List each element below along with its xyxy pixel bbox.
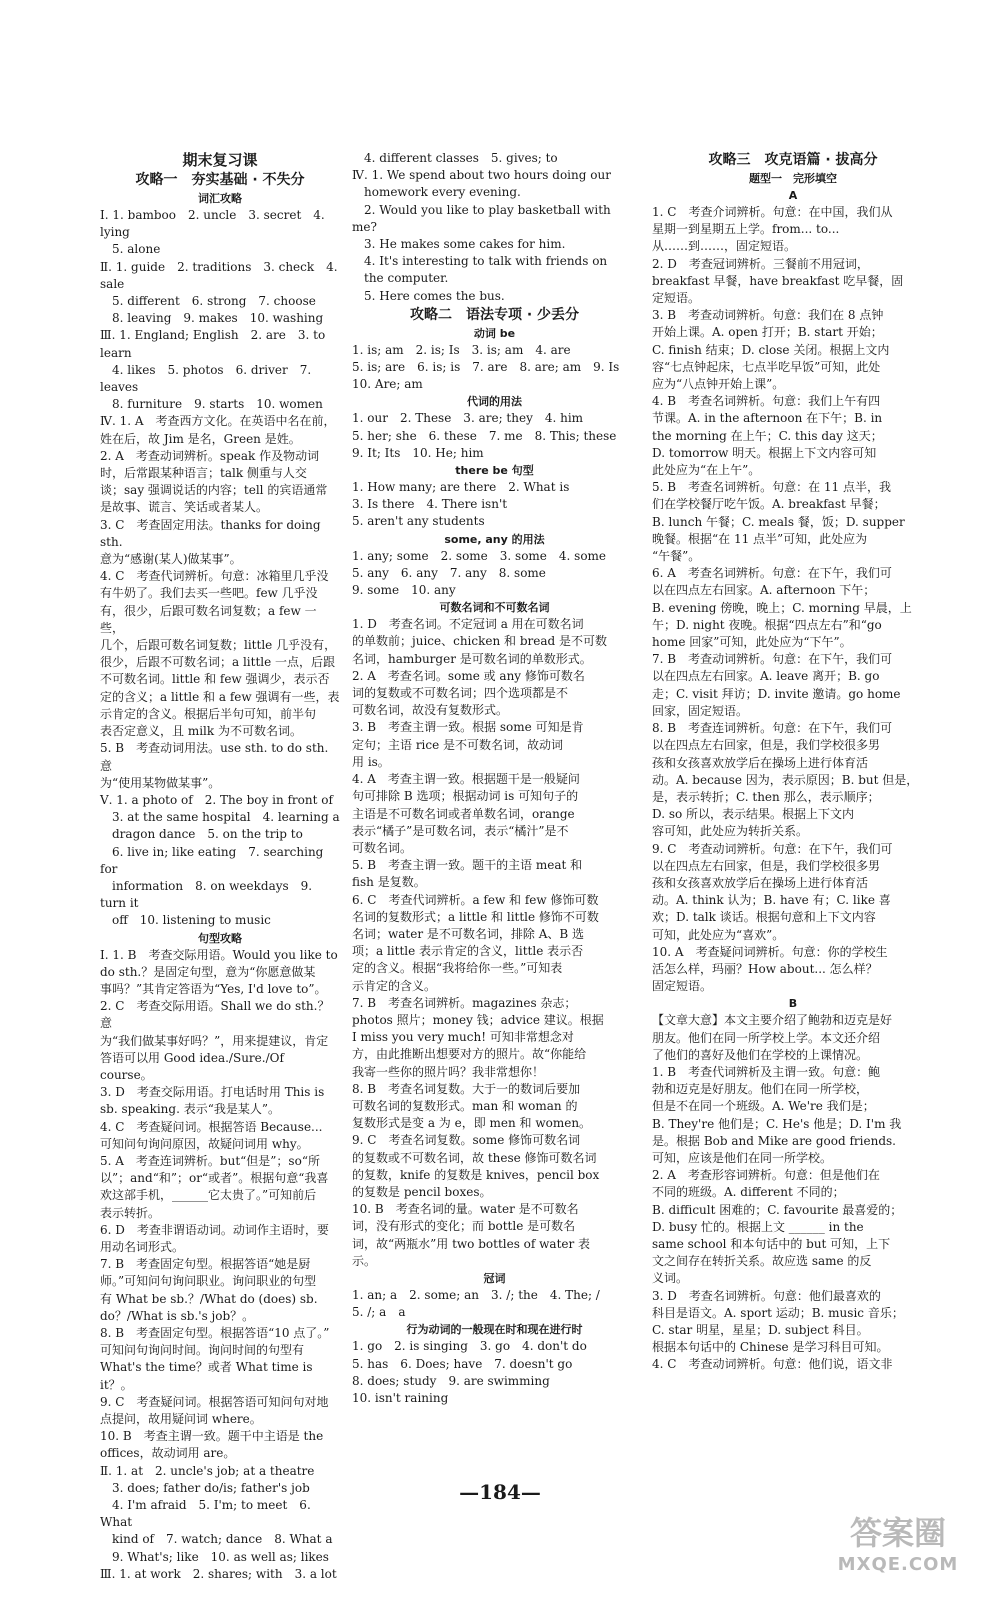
answer-line: 8. B 考查名词复数。大于一的数词后要加 xyxy=(352,1081,581,1096)
answer-line: 几个，后跟可数名词复数；little 几乎没有， xyxy=(100,638,337,653)
answer-line: the computer. xyxy=(352,271,449,286)
answer-line: Ⅰ. 1. bamboo 2. uncle 3. secret 4. lying xyxy=(100,208,325,240)
answer-column-2 xyxy=(352,150,637,1407)
answer-line: 文之间存在转折关系。故应选 same 的反 xyxy=(652,1254,872,1269)
answer-line: 3. at the same hospital 4. learning a xyxy=(100,810,340,825)
section-heading: 可数名词和不可数名词 xyxy=(439,601,550,615)
answer-line: 此处应为“在上午”。 xyxy=(652,463,761,478)
answer-line: 4. I'm afraid 5. I'm; to meet 6. What xyxy=(100,1498,311,1530)
answer-line: 8. leaving 9. makes 10. washing xyxy=(100,311,324,326)
answer-line: 10. A 考查疑问词辨析。句意：你的学校生 xyxy=(652,944,888,959)
answer-line: 动。A. because 因为，表示原因；B. but 但是， xyxy=(652,772,919,787)
answer-line: 2. Would you like to play basketball with me? xyxy=(352,202,611,234)
page-number: —184— xyxy=(459,1480,541,1504)
answer-line: breakfast 早餐，have breakfast 吃早餐，固 xyxy=(652,273,904,288)
section-heading: 题型一 完形填空 xyxy=(749,172,837,185)
answer-line: C. finish 结束；D. close 关闭。根据上文内 xyxy=(652,342,890,357)
answer-line: 10. isn't raining xyxy=(352,1391,449,1405)
answer-line: 欢；D. talk 谈话。根据句意和上下文内容 xyxy=(652,910,876,925)
watermark-text: 答案圈 xyxy=(849,1514,946,1552)
answer-line: 5. A 考查连词辨析。but“但是”；so“所 xyxy=(100,1153,320,1168)
answer-line: 但是不在同一个班级。A. We're 我们是； xyxy=(652,1099,875,1114)
section-heading: 攻略二 语法专项 · 少丢分 xyxy=(409,306,580,323)
answer-line: 走；C. visit 拜访；D. invite 邀请。go home xyxy=(652,686,901,701)
answer-line: 1. is; am 2. is; Is 3. is; am 4. are xyxy=(352,342,571,357)
answer-line: do？/What is sb.'s job？。 xyxy=(100,1308,255,1323)
answer-line: Ⅲ. 1. at work 2. shares; with 3. a lot xyxy=(100,1566,337,1581)
answer-line: 1. B 考查代词辨析及主谓一致。句意：鲍 xyxy=(652,1064,881,1079)
answer-line: 以在四点左右回家，但是，我们学校很多男 xyxy=(652,738,881,753)
answer-line: 勃和迈克是好朋友。他们在同一所学校， xyxy=(652,1082,869,1097)
answer-line: information 8. on weekdays 9. turn it xyxy=(100,878,313,911)
answer-line: 5. different 6. strong 7. choose xyxy=(100,294,316,309)
section-heading: B xyxy=(788,997,798,1011)
answer-line: 4. A 考查主谓一致。根据题干是一般疑问 xyxy=(352,772,580,787)
section-heading: 词汇攻略 xyxy=(198,192,242,205)
answer-line: 很少，后跟不可数名词；a little 一点，后跟 xyxy=(100,655,336,670)
answer-line: 回家，固定短语。 xyxy=(652,703,749,718)
answer-line: 根据本句话中的 Chinese 是学习科目可知。 xyxy=(652,1340,889,1355)
answer-line: 名词的复数形式；a little 和 little 修饰不可数 xyxy=(352,909,599,924)
answer-line: 答语可以用 Good idea./Sure./Of course。 xyxy=(100,1050,284,1082)
answer-line: D. tomorrow 明天。根据上下文内容可知 xyxy=(652,445,877,460)
section-heading: 期末复习课 xyxy=(182,151,258,169)
answer-line: 4. C 考查疑问词。根据答语 Because... xyxy=(100,1119,323,1134)
answer-line: 点提问，故用疑问词 where。 xyxy=(100,1412,262,1427)
answer-line: 方，由此推断出想要对方的照片。故“你能给 xyxy=(352,1047,587,1062)
answer-line: 可数名词，故没有复数形式。 xyxy=(352,703,509,718)
answer-line: 我寄一些你的照片吗？我非常想你！ xyxy=(352,1064,545,1079)
answer-line: 1. How many; are there 2. What is xyxy=(352,480,570,495)
answer-line: 3. does; father do/is; father's job xyxy=(100,1480,310,1495)
answer-line: 示肯定的含义。 xyxy=(352,978,437,993)
answer-line: 用 is。 xyxy=(352,754,390,769)
answer-line: 4. C 考查代词辨析。句意：冰箱里几乎没 xyxy=(100,569,329,584)
answer-line: 9. C 考查疑问词。根据答语可知问句对地 xyxy=(100,1394,329,1409)
answer-line: 2. A 考查名词。some 或 any 修饰可数名 xyxy=(352,668,585,683)
answer-line: 活怎么样，玛丽？How about... 怎么样？ xyxy=(652,961,878,976)
answer-line: B. They're 他们是；C. He's 他是；D. I'm 我 xyxy=(652,1116,902,1131)
answer-line: 5. aren't any students xyxy=(352,514,485,529)
answer-line: C. star 明星，星星；D. subject 科目。 xyxy=(652,1323,869,1337)
answer-line: 9. some 10. any xyxy=(352,583,456,598)
answer-line: 3. B 考查动词辨析。句意：我们在 8 点钟 xyxy=(652,308,884,323)
answer-line: 朋友。他们在同一所学校上学。本文还介绍 xyxy=(652,1030,881,1045)
answer-line: 4. B 考查名词辨析。句意：我们上午有四 xyxy=(652,394,881,409)
answer-line: What's the time？或者 What time is it？。 xyxy=(100,1360,313,1392)
answer-line: 名词，hamburger 是可数名词的单数形式。 xyxy=(352,651,592,666)
answer-line: home 回家”可知，此处应为“下午”。 xyxy=(652,635,852,650)
answer-line: B. evening 傍晚，晚上；C. morning 早晨，上 xyxy=(652,600,912,615)
answer-line: 为“我们做某事好吗？”，用来提建议，肯定 xyxy=(100,1033,329,1048)
answer-line: 4. likes 5. photos 6. driver 7. leaves xyxy=(100,362,312,395)
answer-line: 表否定意义，且 milk 为不可数名词。 xyxy=(100,724,302,739)
answer-line: 6. D 考查非谓语动词。动词作主语时，要 xyxy=(100,1222,329,1237)
answer-line: 4. different classes 5. gives; to xyxy=(352,151,558,165)
answer-line: 1. D 考查名词。不定冠词 a 用在可数名词 xyxy=(352,617,584,632)
answer-line: Ⅴ. 1. a photo of 2. The boy in front of xyxy=(100,792,333,807)
answer-line: 的复数是 pencil boxes。 xyxy=(352,1184,492,1199)
answer-line: 4. C 考查动词辨析。句意：他们说，语文非 xyxy=(652,1357,893,1372)
answer-line: 孩和女孩喜欢放学后在操场上进行体育活 xyxy=(652,875,869,890)
answer-line: 5. B 考查名词辨析。句意：在 11 点半，我 xyxy=(652,480,891,495)
answer-line: 意为“感谢(某人)做某事”。 xyxy=(100,552,242,567)
answer-line: Ⅱ. 1. at 2. uncle's job; at a theatre xyxy=(100,1463,315,1478)
answer-line: I miss you very much! 可知非常想念对 xyxy=(352,1030,574,1045)
answer-line: 5. /; a a xyxy=(352,1305,406,1320)
answer-line: Ⅲ. 1. England; English 2. are 3. to learn xyxy=(100,328,326,360)
answer-line: 5. is; are 6. is; is 7. are 8. are; am 9. Is xyxy=(352,360,620,375)
answer-line: 3. Is there 4. There isn't xyxy=(352,497,508,512)
answer-line: 10. B 考查名词的量。water 是不可数名 xyxy=(352,1202,579,1217)
section-heading: A xyxy=(788,189,798,202)
answer-line: 不可数名词。little 和 few 强调少，表示否 xyxy=(100,672,330,687)
answer-line: 欢这部手机，______它太贵了。”可知前后 xyxy=(100,1188,317,1203)
answer-line: 4. It's interesting to talk with friends on xyxy=(352,254,608,269)
answer-line: do sth.？是固定句型，意为“你愿意做某 xyxy=(100,964,316,979)
answer-line: 3. D 考查交际用语。打电话时用 This is xyxy=(100,1085,325,1100)
answer-line: 1. any; some 2. some 3. some 4. some xyxy=(352,548,607,563)
answer-line: 6. A 考查名词辨析。句意：在下午，我们可 xyxy=(652,566,892,581)
answer-line: 表示转折。 xyxy=(100,1205,161,1220)
section-heading: 攻略一 夯实基础 · 不失分 xyxy=(135,172,305,188)
answer-line: 5. alone xyxy=(100,242,161,257)
answer-line: 定的含义。根据“我将给你一些。”可知表 xyxy=(352,961,563,976)
answer-line: 1. our 2. These 3. are; they 4. him xyxy=(352,411,584,426)
answer-line: 5. B 考查主谓一致。题干的主语 meat 和 xyxy=(352,858,583,873)
answer-line: 9. What's; like 10. as well as; likes xyxy=(100,1549,329,1564)
answer-line: B. difficult 困难的；C. favourite 最喜爱的； xyxy=(652,1202,903,1217)
answer-line: 谈；say 强调说话的内容；tell 的宾语通常 xyxy=(100,483,328,498)
answer-line: 9. C 考查动词辨析。句意：在下午，我们可 xyxy=(652,841,893,856)
answer-line: D. so 所以，表示结果。根据上下文内 xyxy=(652,807,855,822)
answer-line: 5. any 6. any 7. any 8. some xyxy=(352,565,546,580)
answer-line: Ⅱ. 1. guide 2. traditions 3. check 4. sale xyxy=(100,259,338,291)
answer-line: 定短语。 xyxy=(652,291,701,306)
answer-line: 词，故“两瓶水”用 two bottles of water 表 xyxy=(352,1236,591,1251)
section-heading: 句型攻略 xyxy=(198,931,242,945)
answer-line: 项；a little 表示肯定的含义，little 表示否 xyxy=(352,944,584,959)
answer-line: 是故事、谎言、笑话或者某人。 xyxy=(100,500,269,515)
section-heading: 冠词 xyxy=(483,1271,506,1285)
answer-line: sb. speaking. 表示“我是某人”。 xyxy=(100,1102,280,1117)
answer-line: homework every evening. xyxy=(352,185,521,200)
answer-line: 5. has 6. Does; have 7. doesn't go xyxy=(352,1356,573,1371)
answer-line: 2. D 考查冠词辨析。三餐前不用冠词， xyxy=(652,256,869,271)
answer-line: photos 照片；money 钱；advice 建议。根据 xyxy=(352,1012,604,1027)
answer-line: 容“七点钟起床，七点半吃早饭”可知，此处 xyxy=(652,359,881,374)
answer-line: same school 和本句话中的 but 可知，上下 xyxy=(652,1236,891,1251)
answer-line: 孩和女孩喜欢放学后在操场上进行体育活 xyxy=(652,755,869,770)
answer-line: 可知问句询问原因，故疑问词用 why。 xyxy=(100,1136,309,1151)
answer-line: 复数形式是变 a 为 e，即 men 和 women。 xyxy=(352,1116,592,1131)
answer-line: 5. her; she 6. these 7. me 8. This; these xyxy=(352,428,617,443)
answer-line: Ⅳ. 1. A 考查西方文化。在英语中名在前， xyxy=(100,414,336,429)
answer-line: 有牛奶了。我们去买一些吧。few 几乎没 xyxy=(100,586,318,601)
watermark-url: MXQE.COM xyxy=(837,1554,959,1575)
answer-line: 可数名词。 xyxy=(352,840,413,855)
answer-line: 【文章大意】本文主要介绍了鲍勃和迈克是好 xyxy=(652,1013,893,1028)
answer-line: 3. D 考查名词辨析。句意：他们最喜欢的 xyxy=(652,1288,881,1303)
answer-line: 8. B 考查连词辨析。句意：在下午，我们可 xyxy=(652,721,893,736)
answer-line: 7. B 考查动词辨析。句意：在下午，我们可 xyxy=(652,652,893,667)
answer-line: 6. C 考查代词辨析。a few 和 few 修饰可数 xyxy=(352,892,599,907)
answer-line: 科目是语文。A. sport 运动；B. music 音乐； xyxy=(652,1305,904,1320)
answer-line: 3. He makes some cakes for him. xyxy=(352,237,566,252)
answer-column-3 xyxy=(652,150,934,1374)
section-heading: 行为动词的一般现在时和现在进行时 xyxy=(406,1323,583,1337)
answer-line: Ⅰ. 1. B 考查交际用语。Would you like to xyxy=(100,947,338,962)
answer-line: 为“使用某物做某事”。 xyxy=(100,775,221,790)
answer-line: 6. live in; like eating 7. searching for xyxy=(100,844,324,876)
answer-line: 有，很少，后跟可数名词复数；a few 一些， xyxy=(100,603,317,635)
answer-line: 1. C 考查介词辨析。句意：在中国，我们从 xyxy=(652,205,893,219)
answer-line: 3. C 考查固定用法。thanks for doing sth. xyxy=(100,517,321,549)
answer-line: 8. B 考查固定句型。根据答语“10 点了。” xyxy=(100,1326,330,1340)
answer-line: 5. Here comes the bus. xyxy=(352,288,505,303)
answer-line: 主语是不可数名词或者单数名词，orange xyxy=(352,806,575,821)
answer-line: 以在四点左右回家。A. afternoon 下午； xyxy=(652,583,876,598)
answer-line: 是。根据 Bob and Mike are good friends. xyxy=(652,1133,896,1148)
answer-line: 示。 xyxy=(352,1253,377,1268)
answer-line: 词，没有形式的变化；而 bottle 是可数名 xyxy=(352,1219,576,1234)
answer-line: 词的复数或不可数名词；四个选项都是不 xyxy=(352,686,569,701)
answer-line: 的单数前；juice、chicken 和 bread 是不可数 xyxy=(352,634,608,649)
answer-line: 午；D. night 夜晚。根据“四点左右”和“go xyxy=(652,617,882,632)
answer-line: 的复数，knife 的复数是 knives，pencil box xyxy=(352,1167,600,1182)
answer-line: “午餐”。 xyxy=(652,549,701,564)
answer-column-1 xyxy=(100,150,340,1583)
answer-line: 9. C 考查名词复数。some 修饰可数名词 xyxy=(352,1133,581,1148)
answer-line: 的复数或不可数名词，故 these 修饰可数名词 xyxy=(352,1150,597,1165)
answer-line: 表示“橘子”是可数名词，表示“橘汁”是不 xyxy=(352,823,569,838)
answer-line: 义词。 xyxy=(652,1271,689,1286)
answer-line: 2. C 考查交际用语。Shall we do sth.？意 xyxy=(100,999,330,1031)
answer-line: 示肯定的含义。根据后半句可知，前半句 xyxy=(100,706,317,721)
answer-line: 可知，此处应为“喜欢”。 xyxy=(652,927,785,942)
answer-line: kind of 7. watch; dance 8. What a xyxy=(100,1532,333,1547)
answer-line: 5. B 考查动词用法。use sth. to do sth. 意 xyxy=(100,741,329,773)
answer-line: B. lunch 午餐；C. meals 餐，饭；D. supper xyxy=(652,514,905,529)
answer-line: 8. does; study 9. are swimming xyxy=(352,1373,550,1388)
answer-line: 1. go 2. is singing 3. go 4. don't do xyxy=(352,1339,587,1354)
answer-line: 姓在后，故 Jim 是名，Green 是姓。 xyxy=(100,431,301,446)
answer-line: 可知，应该是他们在同一所学校。 xyxy=(652,1150,833,1165)
answer-line: 时，后常跟某种语言；talk 侧重与人交 xyxy=(100,466,307,481)
answer-line: 星期一到星期五上学。from... to... xyxy=(652,222,840,237)
answer-line: 容可知，此处应为转折关系。 xyxy=(652,824,809,839)
section-heading: 代词的用法 xyxy=(467,395,522,409)
answer-line: 动。A. think 认为；B. have 有；C. like 喜 xyxy=(652,893,891,908)
answer-line: 9. It; Its 10. He; him xyxy=(352,445,484,460)
answer-line: dragon dance 5. on the trip to xyxy=(100,827,303,842)
answer-line: 开始上课。A. open 打开；B. start 开始； xyxy=(652,325,883,340)
answer-line: fish 是复数。 xyxy=(352,875,426,890)
answer-line: 节课。A. in the afternoon 在下午；B. in xyxy=(652,411,883,426)
section-heading: there be 句型 xyxy=(455,464,534,478)
answer-line: 有 What be sb.？/What do (does) sb. xyxy=(100,1291,318,1306)
watermark-logo xyxy=(818,1508,978,1580)
answer-line: 固定短语。 xyxy=(652,979,713,994)
answer-line: 10. B 考查主谓一致。题干中主语是 the xyxy=(100,1429,324,1444)
answer-line: 晚餐。根据“在 11 点半”可知，此处应为 xyxy=(652,531,868,546)
answer-line: 以在四点左右回家。A. leave 离开；B. go xyxy=(652,669,880,684)
answer-line: 名词；water 是不可数名词，排除 A、B 选 xyxy=(352,926,585,941)
answer-line: 定句；主语 rice 是不可数名词，故动词 xyxy=(352,737,564,752)
answer-line: 2. A 考查动词辨析。speak 作及物动词 xyxy=(100,448,320,463)
answer-line: 1. an; a 2. some; an 3. /; the 4. The; / xyxy=(352,1287,600,1302)
answer-line: 了他们的喜好及他们在学校的上课情况。 xyxy=(652,1047,869,1062)
answer-line: 3. B 考查主谓一致。根据 some 可知是肯 xyxy=(352,720,584,735)
section-heading: some, any 的用法 xyxy=(444,532,545,546)
answer-line: 可知问句询问时间。询问时间的句型有 xyxy=(100,1343,305,1358)
answer-line: D. busy 忙的。根据上文 ______ in the xyxy=(652,1219,864,1234)
answer-line: Ⅳ. 1. We spend about two hours doing our xyxy=(352,168,611,183)
answer-line: 2. A 考查形容词辨析。句意：但是他们在 xyxy=(652,1168,880,1183)
answer-line: 们在学校餐厅吃午饭。A. breakfast 早餐； xyxy=(652,497,886,512)
answer-line: 师。”可知问句询问职业。询问职业的句型 xyxy=(100,1274,317,1289)
answer-line: 定的含义；a little 和 a few 强调有一些，表 xyxy=(100,689,340,704)
answer-line: 7. B 考查固定句型。根据答语“她是厨 xyxy=(100,1257,311,1272)
answer-line: 以在四点左右回家，但是，我们学校很多男 xyxy=(652,858,881,873)
answer-line: 用动名词形式。 xyxy=(100,1239,185,1254)
answer-line: the morning 在上午；C. this day 这天； xyxy=(652,428,883,443)
section-heading: 攻略三 攻克语篇 · 拔高分 xyxy=(708,152,878,168)
answer-line: 句可排除 B 选项；根据动词 is 可知句子的 xyxy=(352,789,579,804)
answer-line: offices，故动词用 are。 xyxy=(100,1446,236,1461)
answer-line: 10. Are; am xyxy=(352,377,423,392)
answer-line: 事吗？”其肯定答语为“Yes, I'd love to”。 xyxy=(100,981,327,996)
answer-line: 8. furniture 9. starts 10. women xyxy=(100,397,323,412)
answer-line: 从……到……，固定短语。 xyxy=(652,239,797,254)
answer-line: 7. B 考查名词辨析。magazines 杂志； xyxy=(352,995,577,1010)
answer-line: 应为“八点钟开始上课”。 xyxy=(652,377,785,392)
answer-line: off 10. listening to music xyxy=(100,913,271,928)
answer-line: 以”；and“和”；or“或者”。根据句意“我喜 xyxy=(100,1171,329,1186)
section-heading: 动词 be xyxy=(473,326,516,340)
answer-line: 是，表示转折；C. then 那么，表示顺序； xyxy=(652,789,880,804)
answer-line: 不同的班级。A. different 不同的； xyxy=(652,1185,845,1200)
answer-line: 可数名词的复数形式。man 和 woman 的 xyxy=(352,1098,578,1113)
